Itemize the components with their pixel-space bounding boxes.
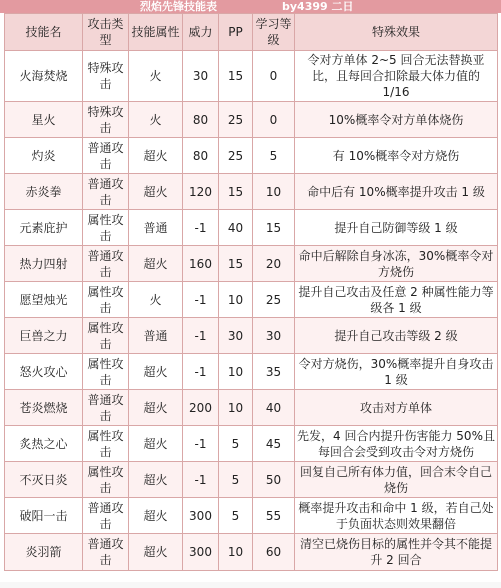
effect-cell: 攻击对方单体 (295, 390, 498, 426)
power-cell: 300 (183, 498, 219, 534)
learn-level-cell: 40 (253, 390, 295, 426)
attack-type-cell: 属性攻击 (83, 426, 129, 462)
skill-name-cell: 赤炎拳 (5, 174, 83, 210)
attack-type-cell: 特殊攻击 (83, 102, 129, 138)
attack-type-cell: 普通攻击 (83, 246, 129, 282)
power-cell: 30 (183, 51, 219, 102)
table-title: 烈焰先锋技能表 (140, 0, 217, 13)
table-row (5, 354, 498, 390)
skill-name-cell: 破阳一击 (5, 498, 83, 534)
attack-type-cell: 特殊攻击 (83, 51, 129, 102)
learn-level-cell: 20 (253, 246, 295, 282)
learn-level-cell: 15 (253, 210, 295, 246)
table-row (5, 210, 498, 246)
skill-name-cell: 火海焚烧 (5, 51, 83, 102)
skill-attribute-cell: 超火 (129, 462, 183, 498)
effect-cell: 回复自己所有体力值，回合末令自己烧伤 (295, 462, 498, 498)
learn-level-cell: 60 (253, 534, 295, 571)
learn-level-cell: 45 (253, 426, 295, 462)
effect-cell: 先发，4 回合内提升伤害能力 50%且每回合会受到攻击令对方烧伤 (295, 426, 498, 462)
power-cell: -1 (183, 462, 219, 498)
pp-cell: 15 (219, 174, 253, 210)
attack-type-cell: 普通攻击 (83, 498, 129, 534)
power-cell: 160 (183, 246, 219, 282)
skill-name-cell: 元素庇护 (5, 210, 83, 246)
learn-level-cell: 30 (253, 318, 295, 354)
skill-attribute-cell: 超火 (129, 138, 183, 174)
col-header-effect: 特殊效果 (295, 14, 498, 51)
col-header-level: 学习等级 (253, 14, 295, 51)
skill-name-cell: 不灭日炎 (5, 462, 83, 498)
pp-cell: 25 (219, 102, 253, 138)
skill-name-cell: 炙热之心 (5, 426, 83, 462)
attack-type-cell: 普通攻击 (83, 174, 129, 210)
learn-level-cell: 0 (253, 102, 295, 138)
effect-cell: 提升自己攻击等级 2 级 (295, 318, 498, 354)
table-row (5, 102, 498, 138)
pp-cell: 30 (219, 318, 253, 354)
pp-cell: 10 (219, 534, 253, 571)
table-row (5, 174, 498, 210)
col-header-name: 技能名 (5, 14, 83, 51)
skill-attribute-cell: 超火 (129, 174, 183, 210)
pp-cell: 5 (219, 426, 253, 462)
table-row (5, 498, 498, 534)
col-header-attr: 技能属性 (129, 14, 183, 51)
skill-attribute-cell: 超火 (129, 498, 183, 534)
effect-cell: 令对方烧伤，30%概率提升自身攻击 1 级 (295, 354, 498, 390)
effect-cell: 有 10%概率令对方烧伤 (295, 138, 498, 174)
pp-cell: 15 (219, 246, 253, 282)
title-bar (0, 0, 501, 13)
skill-attribute-cell: 超火 (129, 246, 183, 282)
skill-name-cell: 怒火攻心 (5, 354, 83, 390)
effect-cell: 提升自己攻击及任意 2 种属性能力等级各 1 级 (295, 282, 498, 318)
power-cell: -1 (183, 282, 219, 318)
skill-attribute-cell: 普通 (129, 318, 183, 354)
pp-cell: 5 (219, 498, 253, 534)
skill-name-cell: 巨兽之力 (5, 318, 83, 354)
effect-cell: 命中后有 10%概率提升攻击 1 级 (295, 174, 498, 210)
col-header-power: 威力 (183, 14, 219, 51)
pp-cell: 5 (219, 462, 253, 498)
attack-type-cell: 普通攻击 (83, 138, 129, 174)
table-row (5, 318, 498, 354)
power-cell: -1 (183, 210, 219, 246)
power-cell: 120 (183, 174, 219, 210)
skill-name-cell: 灼炎 (5, 138, 83, 174)
attack-type-cell: 属性攻击 (83, 354, 129, 390)
pp-cell: 40 (219, 210, 253, 246)
page-bottom-edge (0, 582, 501, 588)
effect-cell: 提升自己防御等级 1 级 (295, 210, 498, 246)
table-row (5, 138, 498, 174)
skill-attribute-cell: 超火 (129, 426, 183, 462)
pp-cell: 10 (219, 354, 253, 390)
learn-level-cell: 50 (253, 462, 295, 498)
skill-attribute-cell: 火 (129, 282, 183, 318)
effect-cell: 10%概率令对方单体烧伤 (295, 102, 498, 138)
pp-cell: 10 (219, 282, 253, 318)
skill-attribute-cell: 超火 (129, 534, 183, 571)
table-author: by4399 二日 (282, 0, 354, 13)
skill-attribute-cell: 超火 (129, 390, 183, 426)
attack-type-cell: 属性攻击 (83, 462, 129, 498)
pp-cell: 10 (219, 390, 253, 426)
learn-level-cell: 0 (253, 51, 295, 102)
effect-cell: 令对方单体 2~5 回合无法替换亚比，且每回合扣除最大体力值的 1/16 (295, 51, 498, 102)
learn-level-cell: 35 (253, 354, 295, 390)
effect-cell: 清空已烧伤目标的属性并令其不能提升 2 回合 (295, 534, 498, 571)
pp-cell: 25 (219, 138, 253, 174)
power-cell: 80 (183, 102, 219, 138)
skill-name-cell: 星火 (5, 102, 83, 138)
table-row (5, 426, 498, 462)
skill-attribute-cell: 火 (129, 51, 183, 102)
col-header-type: 攻击类型 (83, 14, 129, 51)
power-cell: -1 (183, 318, 219, 354)
power-cell: 300 (183, 534, 219, 571)
effect-cell: 概率提升攻击和命中 1 级，若自己处于负面状态则效果翻倍 (295, 498, 498, 534)
skill-name-cell: 炎羽箭 (5, 534, 83, 571)
power-cell: -1 (183, 426, 219, 462)
table-row (5, 51, 498, 102)
skill-attribute-cell: 超火 (129, 354, 183, 390)
attack-type-cell: 普通攻击 (83, 534, 129, 571)
table-row (5, 246, 498, 282)
table-header-row (5, 14, 498, 51)
table-row (5, 390, 498, 426)
pp-cell: 15 (219, 51, 253, 102)
learn-level-cell: 5 (253, 138, 295, 174)
attack-type-cell: 属性攻击 (83, 210, 129, 246)
skill-name-cell: 愿望烛光 (5, 282, 83, 318)
learn-level-cell: 25 (253, 282, 295, 318)
skill-name-cell: 苍炎燃烧 (5, 390, 83, 426)
power-cell: -1 (183, 354, 219, 390)
col-header-pp: PP (219, 14, 253, 51)
skill-attribute-cell: 普通 (129, 210, 183, 246)
table-row (5, 534, 498, 571)
skill-attribute-cell: 火 (129, 102, 183, 138)
table-row (5, 462, 498, 498)
table-row (5, 282, 498, 318)
effect-cell: 命中后解除自身冰冻，30%概率令对方烧伤 (295, 246, 498, 282)
skill-table (4, 13, 498, 571)
power-cell: 80 (183, 138, 219, 174)
attack-type-cell: 普通攻击 (83, 390, 129, 426)
learn-level-cell: 10 (253, 174, 295, 210)
skill-name-cell: 热力四射 (5, 246, 83, 282)
learn-level-cell: 55 (253, 498, 295, 534)
power-cell: 200 (183, 390, 219, 426)
attack-type-cell: 属性攻击 (83, 282, 129, 318)
attack-type-cell: 属性攻击 (83, 318, 129, 354)
